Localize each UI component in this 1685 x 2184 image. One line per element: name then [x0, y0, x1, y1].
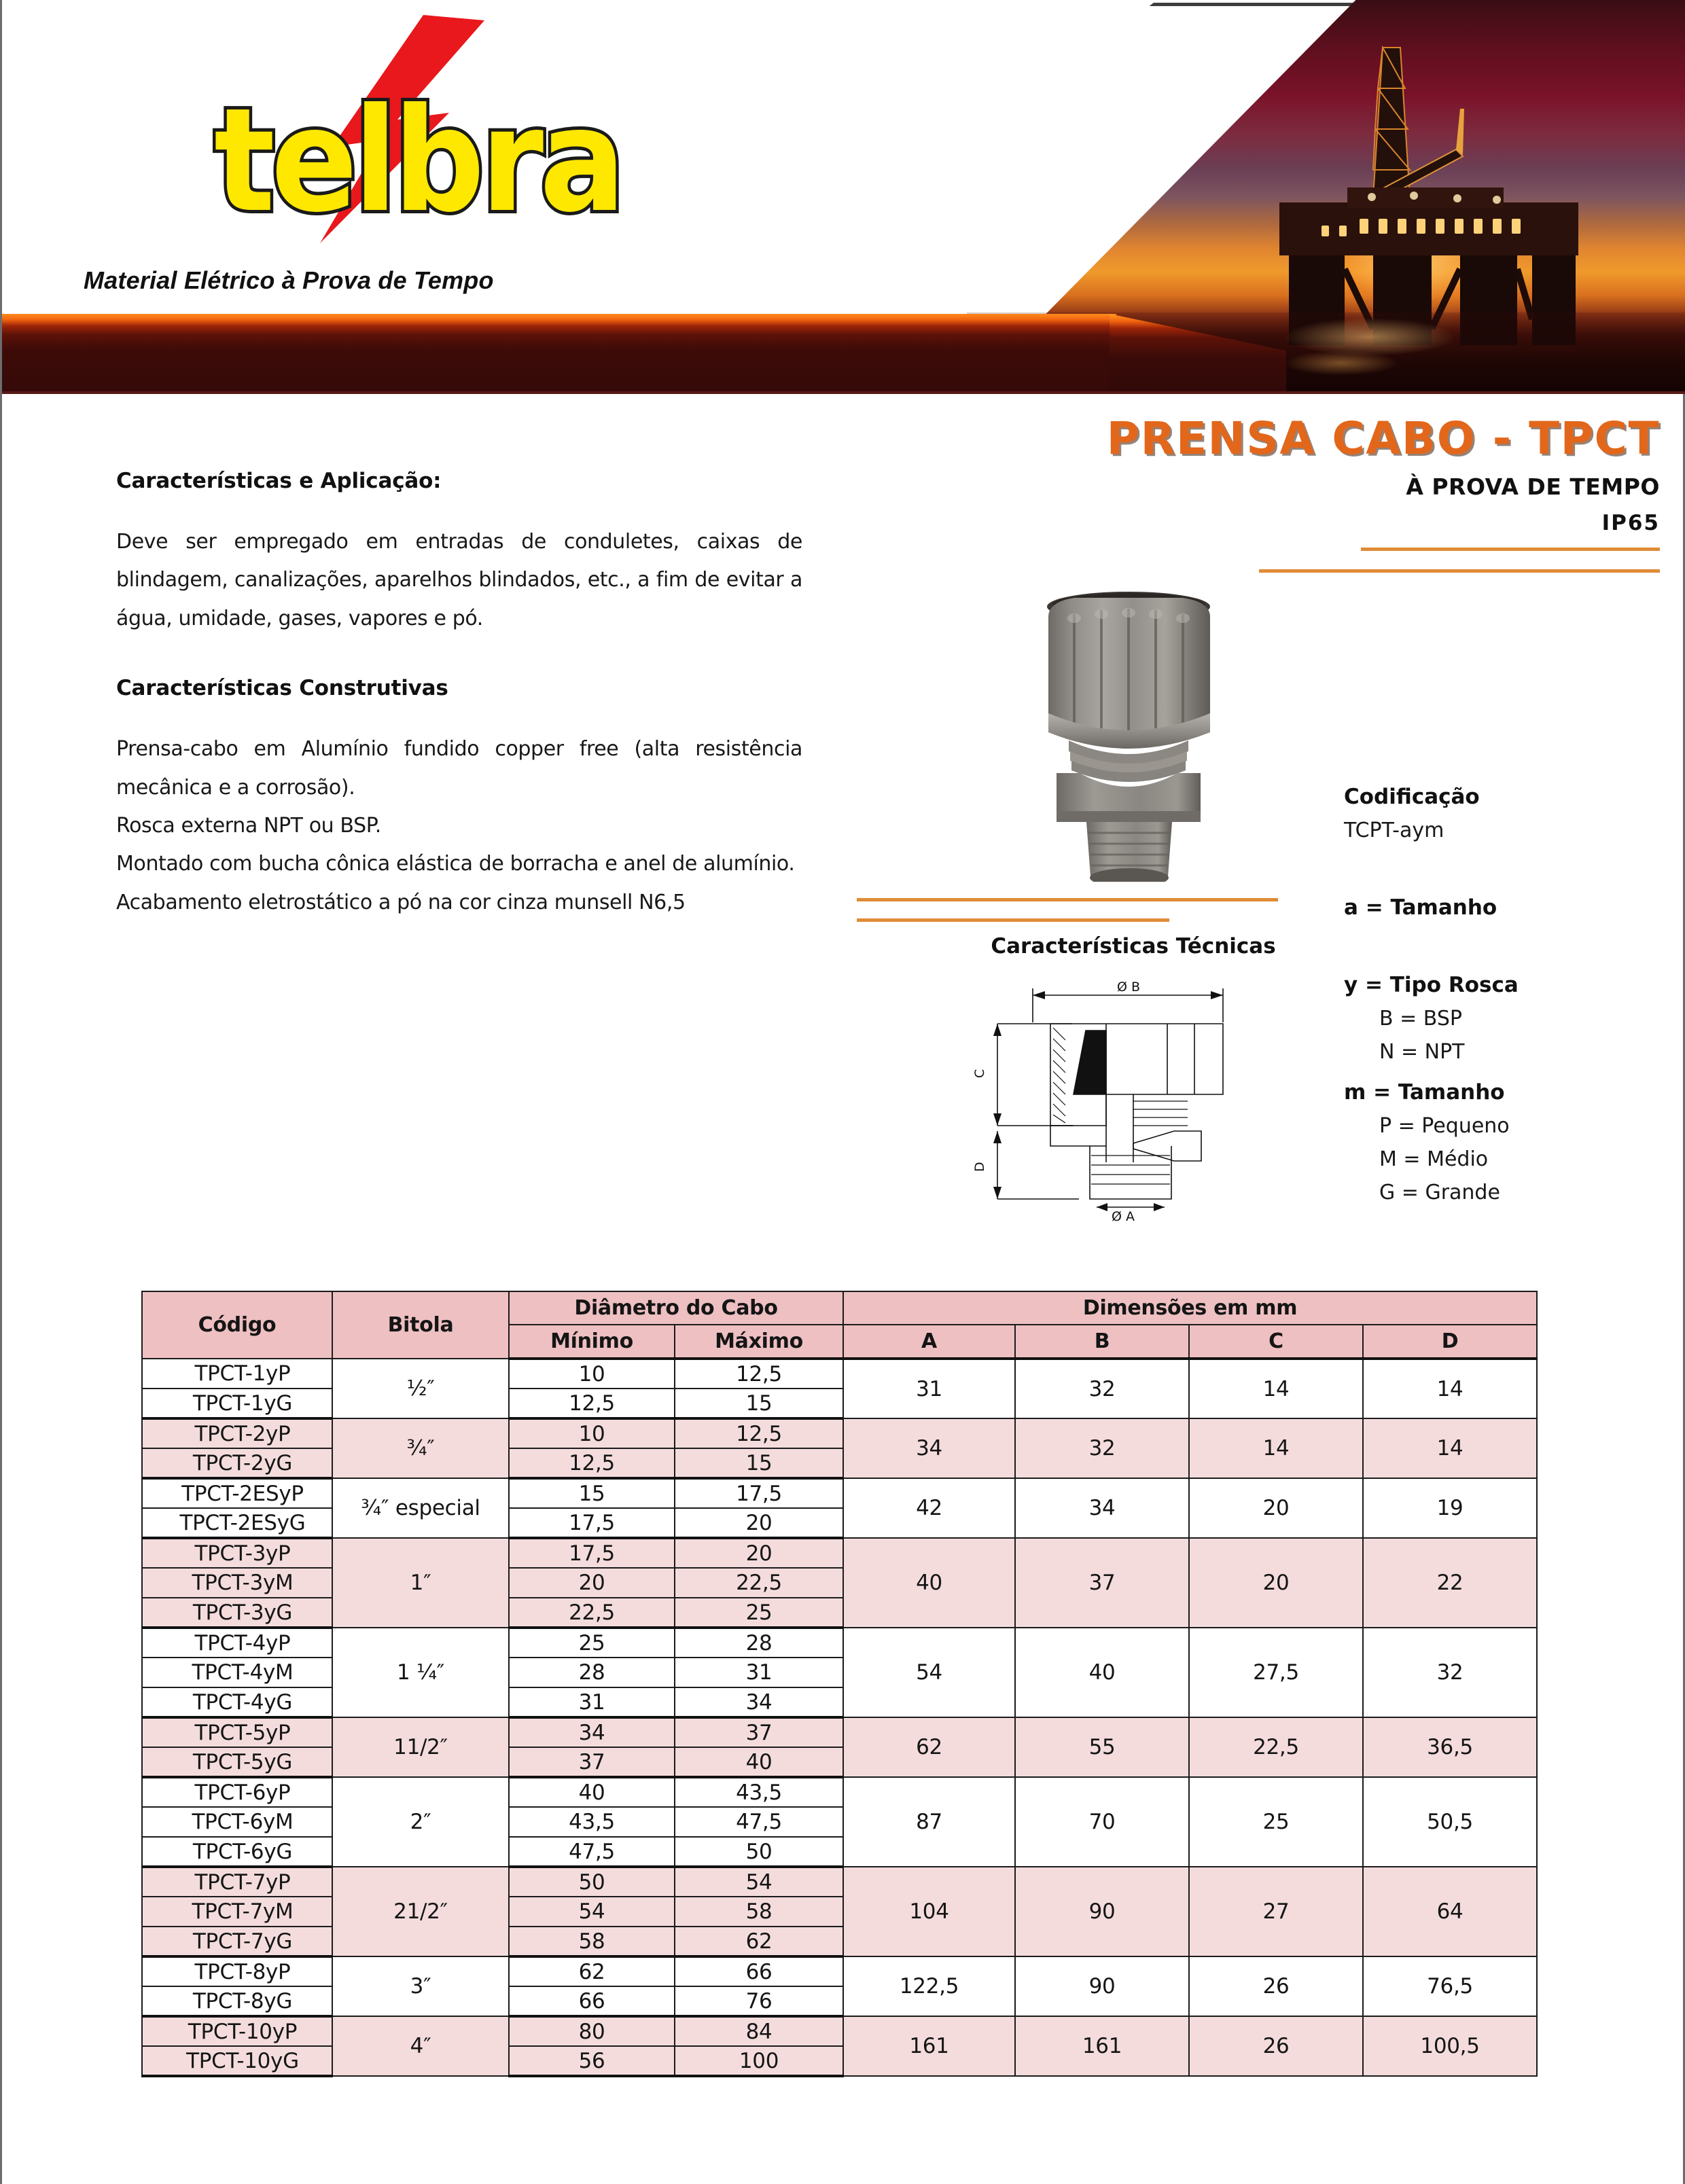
dim-label-a: Ø A [1112, 1209, 1135, 1224]
table-row [142, 1418, 1537, 1448]
cell-diametro-maximo: 34 [675, 1687, 843, 1717]
cell-dimensao-a: 104 [843, 1867, 1015, 1956]
cell-codigo: TPCT-5yG [142, 1747, 332, 1777]
cell-diametro-minimo: 47,5 [509, 1837, 675, 1867]
description-column [116, 469, 802, 922]
cell-dimensao-a: 62 [843, 1717, 1015, 1777]
codification-y-option-npt: N = NPT [1379, 1040, 1465, 1064]
dimension-drawing [970, 968, 1290, 1240]
table-row [142, 2016, 1537, 2046]
cell-diametro-minimo: 37 [509, 1747, 675, 1777]
product-subtitle: À PROVA DE TEMPO [1406, 473, 1660, 501]
cell-diametro-maximo: 76 [675, 1986, 843, 2016]
cell-diametro-maximo: 25 [675, 1598, 843, 1628]
accent-rule-top-1 [1361, 548, 1660, 551]
cell-codigo: TPCT-3yM [142, 1568, 332, 1598]
page-title: PRENSA CABO - TPCT [1106, 412, 1660, 465]
codification-m-option-g: G = Grande [1379, 1181, 1500, 1204]
cell-diametro-maximo: 84 [675, 2016, 843, 2046]
cell-codigo: TPCT-4yM [142, 1658, 332, 1687]
cell-dimensao-c: 25 [1189, 1777, 1363, 1867]
cell-dimensao-b: 55 [1015, 1717, 1189, 1777]
cell-diametro-maximo: 31 [675, 1658, 843, 1687]
table-body [142, 1359, 1537, 2076]
cell-dimensao-c: 27,5 [1189, 1628, 1363, 1717]
cell-dimensao-b: 32 [1015, 1418, 1189, 1478]
col-header-a: A [843, 1325, 1015, 1359]
cell-diametro-minimo: 54 [509, 1897, 675, 1927]
table-row [142, 1538, 1537, 1568]
cell-dimensao-a: 42 [843, 1478, 1015, 1538]
cell-codigo: TPCT-1yG [142, 1389, 332, 1418]
cell-dimensao-d: 14 [1363, 1359, 1537, 1418]
codification-panel [1344, 785, 1670, 1204]
table-row [142, 1777, 1537, 1807]
cell-codigo: TPCT-8yP [142, 1956, 332, 1986]
cell-codigo: TPCT-10yG [142, 2046, 332, 2076]
cell-bitola: ¾″ [332, 1418, 509, 1478]
cell-dimensao-c: 27 [1189, 1867, 1363, 1956]
cell-dimensao-b: 70 [1015, 1777, 1189, 1867]
col-header-maximo: Máximo [675, 1325, 843, 1359]
cell-codigo: TPCT-6yP [142, 1777, 332, 1807]
cell-diametro-minimo: 34 [509, 1717, 675, 1747]
accent-rule-mid-1 [857, 898, 1278, 901]
specifications-table [141, 1291, 1538, 2077]
cell-diametro-minimo: 17,5 [509, 1538, 675, 1568]
brand-tagline: Material Elétrico à Prova de Tempo [84, 266, 494, 294]
table-row [142, 1359, 1537, 1389]
cell-diametro-maximo: 20 [675, 1538, 843, 1568]
cell-dimensao-a: 161 [843, 2016, 1015, 2076]
dim-label-b: Ø B [1117, 980, 1141, 995]
cell-bitola: 1″ [332, 1538, 509, 1628]
table-header-row-1 [142, 1291, 1537, 1325]
cell-diametro-maximo: 15 [675, 1389, 843, 1418]
cell-dimensao-d: 14 [1363, 1418, 1537, 1478]
cell-dimensao-b: 40 [1015, 1628, 1189, 1717]
cell-diametro-maximo: 12,5 [675, 1418, 843, 1448]
table-head [142, 1291, 1537, 1359]
cell-dimensao-a: 54 [843, 1628, 1015, 1717]
col-header-d: D [1363, 1325, 1537, 1359]
cell-diametro-maximo: 20 [675, 1508, 843, 1538]
col-header-c: C [1189, 1325, 1363, 1359]
table-row [142, 1628, 1537, 1658]
banner-bottom-rule [2, 391, 1685, 394]
construction-line-2: Rosca externa NPT ou BSP. [116, 813, 381, 838]
cell-codigo: TPCT-7yG [142, 1927, 332, 1956]
cell-codigo: TPCT-1yP [142, 1359, 332, 1389]
cell-dimensao-c: 14 [1189, 1359, 1363, 1418]
cell-diametro-maximo: 66 [675, 1956, 843, 1986]
cell-dimensao-c: 14 [1189, 1418, 1363, 1478]
codification-m-option-m: M = Médio [1379, 1147, 1489, 1171]
table-row [142, 1717, 1537, 1747]
cell-diametro-maximo: 50 [675, 1837, 843, 1867]
codification-key-a: a = Tamanho [1344, 895, 1497, 920]
cell-dimensao-c: 20 [1189, 1478, 1363, 1538]
cell-diametro-maximo: 100 [675, 2046, 843, 2076]
codification-y-option-bsp: B = BSP [1379, 1007, 1462, 1031]
cell-dimensao-c: 26 [1189, 2016, 1363, 2076]
codification-key-y: y = Tipo Rosca [1344, 973, 1519, 997]
cell-diametro-minimo: 80 [509, 2016, 675, 2046]
dim-label-d: D [972, 1162, 987, 1172]
col-header-minimo: Mínimo [509, 1325, 675, 1359]
cell-dimensao-a: 87 [843, 1777, 1015, 1867]
cell-diametro-minimo: 50 [509, 1867, 675, 1897]
cell-codigo: TPCT-4yP [142, 1628, 332, 1658]
cell-dimensao-c: 20 [1189, 1538, 1363, 1628]
table-row [142, 1867, 1537, 1897]
cell-codigo: TPCT-7yM [142, 1897, 332, 1927]
cell-codigo: TPCT-4yG [142, 1687, 332, 1717]
cell-codigo: TPCT-7yP [142, 1867, 332, 1897]
cell-dimensao-d: 36,5 [1363, 1717, 1537, 1777]
cell-codigo: TPCT-3yP [142, 1538, 332, 1568]
codification-code: TCPT-aym [1344, 819, 1444, 842]
cell-dimensao-b: 34 [1015, 1478, 1189, 1538]
cell-dimensao-a: 31 [843, 1359, 1015, 1418]
cable-gland-photo-icon [953, 569, 1307, 882]
dim-label-c: C [972, 1069, 987, 1078]
cell-codigo: TPCT-10yP [142, 2016, 332, 2046]
construction-line-4: Acabamento eletrostático a pó na cor cinza munsell N6,5 [116, 890, 686, 914]
cell-dimensao-c: 22,5 [1189, 1717, 1363, 1777]
codification-key-m: m = Tamanho [1344, 1080, 1505, 1105]
cell-diametro-maximo: 22,5 [675, 1568, 843, 1598]
cell-bitola: 11/2″ [332, 1717, 509, 1777]
cell-dimensao-d: 50,5 [1363, 1777, 1537, 1867]
cell-diametro-minimo: 43,5 [509, 1807, 675, 1837]
cell-dimensao-d: 100,5 [1363, 2016, 1537, 2076]
cell-diametro-maximo: 47,5 [675, 1807, 843, 1837]
codification-m-option-p: P = Pequeno [1379, 1114, 1510, 1138]
construction-heading: Características Construtivas [116, 676, 448, 701]
cell-bitola: 3″ [332, 1956, 509, 2016]
cell-diametro-maximo: 12,5 [675, 1359, 843, 1389]
cell-dimensao-d: 22 [1363, 1538, 1537, 1628]
codification-heading: Codificação [1344, 785, 1480, 809]
cell-diametro-maximo: 62 [675, 1927, 843, 1956]
cell-dimensao-d: 64 [1363, 1867, 1537, 1956]
table-row [142, 1956, 1537, 1986]
accent-rule-mid-2 [857, 918, 1169, 922]
cell-diametro-maximo: 43,5 [675, 1777, 843, 1807]
cell-codigo: TPCT-2ESyP [142, 1478, 332, 1508]
col-header-bitola: Bitola [332, 1291, 509, 1359]
technical-heading: Características Técnicas [991, 934, 1276, 959]
cell-codigo: TPCT-2ESyG [142, 1508, 332, 1538]
accent-rule-top-2 [1259, 569, 1660, 573]
cell-diametro-minimo: 40 [509, 1777, 675, 1807]
table-row [142, 1478, 1537, 1508]
construction-line-3: Montado com bucha cônica elástica de borracha e anel de alumínio. [116, 852, 795, 876]
cell-dimensao-a: 122,5 [843, 1956, 1015, 2016]
cell-diametro-minimo: 28 [509, 1658, 675, 1687]
cell-diametro-minimo: 17,5 [509, 1508, 675, 1538]
header-banner [2, 0, 1685, 394]
cell-diametro-maximo: 58 [675, 1897, 843, 1927]
features-paragraph: Deve ser empregado em entradas de conduletes, caixas de blindagem, canalizações, aparelhos blindados, etc., a fim de evitar a água, umidade, gases, vapores e pó. [116, 530, 802, 630]
cell-dimensao-b: 90 [1015, 1867, 1189, 1956]
col-group-header-dimensoes: Dimensões em mm [843, 1291, 1537, 1325]
features-heading: Características e Aplicação: [116, 469, 442, 493]
cell-diametro-minimo: 10 [509, 1359, 675, 1389]
logo-wordmark: telbra [214, 77, 622, 245]
cell-codigo: TPCT-5yP [142, 1717, 332, 1747]
cell-codigo: TPCT-8yG [142, 1986, 332, 2016]
cell-diametro-maximo: 28 [675, 1628, 843, 1658]
cell-bitola: ¾″ especial [332, 1478, 509, 1538]
cell-dimensao-d: 32 [1363, 1628, 1537, 1717]
cell-dimensao-a: 34 [843, 1418, 1015, 1478]
cell-diametro-maximo: 37 [675, 1717, 843, 1747]
cell-bitola: 21/2″ [332, 1867, 509, 1956]
cell-dimensao-a: 40 [843, 1538, 1015, 1628]
cell-bitola: 2″ [332, 1777, 509, 1867]
cell-dimensao-c: 26 [1189, 1956, 1363, 2016]
telbra-logo [199, 14, 634, 245]
cell-diametro-minimo: 62 [509, 1956, 675, 1986]
cell-dimensao-b: 37 [1015, 1538, 1189, 1628]
cell-codigo: TPCT-6yM [142, 1807, 332, 1837]
ip-rating-badge: IP65 [1601, 511, 1660, 536]
cell-diametro-minimo: 12,5 [509, 1448, 675, 1478]
cell-dimensao-d: 76,5 [1363, 1956, 1537, 2016]
cell-diametro-minimo: 10 [509, 1418, 675, 1448]
cell-codigo: TPCT-3yG [142, 1598, 332, 1628]
cell-dimensao-b: 32 [1015, 1359, 1189, 1418]
cell-codigo: TPCT-6yG [142, 1837, 332, 1867]
col-header-codigo: Código [142, 1291, 332, 1359]
col-header-b: B [1015, 1325, 1189, 1359]
cell-codigo: TPCT-2yG [142, 1448, 332, 1478]
product-photo [953, 569, 1307, 882]
cell-dimensao-d: 19 [1363, 1478, 1537, 1538]
banner-accent-band [2, 314, 1116, 394]
cell-diametro-maximo: 17,5 [675, 1478, 843, 1508]
cell-bitola: 4″ [332, 2016, 509, 2076]
cell-diametro-minimo: 12,5 [509, 1389, 675, 1418]
cell-diametro-maximo: 15 [675, 1448, 843, 1478]
construction-line-1: Prensa-cabo em Alumínio fundido copper free (alta resistência mecânica e a corrosão). [116, 737, 802, 800]
cell-dimensao-b: 90 [1015, 1956, 1189, 2016]
product-title-block [974, 412, 1660, 536]
cell-diametro-maximo: 40 [675, 1747, 843, 1777]
col-group-header-diametro: Diâmetro do Cabo [509, 1291, 843, 1325]
cell-diametro-minimo: 31 [509, 1687, 675, 1717]
cell-diametro-minimo: 56 [509, 2046, 675, 2076]
cell-bitola: ½″ [332, 1359, 509, 1418]
cell-diametro-minimo: 66 [509, 1986, 675, 2016]
cell-diametro-maximo: 54 [675, 1867, 843, 1897]
cell-diametro-minimo: 58 [509, 1927, 675, 1956]
cell-codigo: TPCT-2yP [142, 1418, 332, 1448]
cell-dimensao-b: 161 [1015, 2016, 1189, 2076]
cell-diametro-minimo: 20 [509, 1568, 675, 1598]
cell-diametro-minimo: 22,5 [509, 1598, 675, 1628]
cell-diametro-minimo: 25 [509, 1628, 675, 1658]
cell-diametro-minimo: 15 [509, 1478, 675, 1508]
cell-bitola: 1 ¼″ [332, 1628, 509, 1717]
